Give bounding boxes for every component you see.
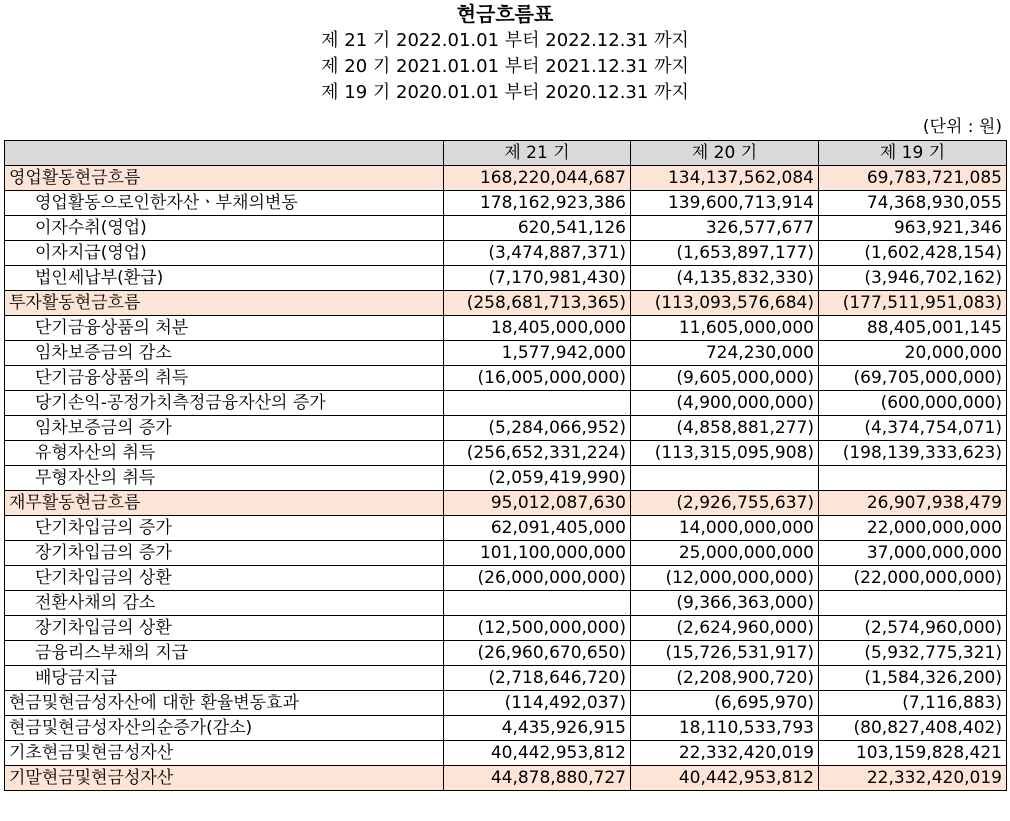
value-20: (9,605,000,000) (631, 366, 819, 391)
value-21: (114,492,037) (444, 691, 631, 716)
row-label: 임차보증금의 감소 (5, 341, 444, 366)
cash-flow-table (4, 140, 1007, 791)
table-row (5, 416, 1007, 441)
row-label: 당기손익-공정가치측정금융자산의 증가 (5, 391, 444, 416)
row-label: 단기차입금의 상환 (5, 566, 444, 591)
value-21: (26,960,670,650) (444, 641, 631, 666)
row-label: 기초현금및현금성자산 (5, 741, 444, 766)
row-label: 임차보증금의 증가 (5, 416, 444, 441)
table-row (5, 491, 1007, 516)
period-line-20: 제 20 기 2021.01.01 부터 2021.12.31 까지 (321, 56, 689, 77)
value-20: 11,605,000,000 (631, 316, 819, 341)
row-label: 재무활동현금흐름 (5, 491, 444, 516)
value-21: 178,162,923,386 (444, 191, 631, 216)
row-label: 유형자산의 취득 (5, 441, 444, 466)
value-20 (631, 466, 819, 491)
value-21: (12,500,000,000) (444, 616, 631, 641)
value-21: (256,652,331,224) (444, 441, 631, 466)
value-21 (444, 391, 631, 416)
value-21: 44,878,880,727 (444, 766, 631, 791)
table-row (5, 341, 1007, 366)
column-header-21: 제 21 기 (444, 141, 631, 166)
value-19: 26,907,938,479 (819, 491, 1007, 516)
value-20: 134,137,562,084 (631, 166, 819, 191)
value-21: (258,681,713,365) (444, 291, 631, 316)
table-row (5, 591, 1007, 616)
value-19: 22,332,420,019 (819, 766, 1007, 791)
row-label: 장기차입금의 증가 (5, 541, 444, 566)
value-21: (7,170,981,430) (444, 266, 631, 291)
row-label: 전환사채의 감소 (5, 591, 444, 616)
row-label: 이자수취(영업) (5, 216, 444, 241)
table-row (5, 266, 1007, 291)
row-label: 이자지급(영업) (5, 241, 444, 266)
table-row (5, 541, 1007, 566)
value-20: 18,110,533,793 (631, 716, 819, 741)
value-20: 14,000,000,000 (631, 516, 819, 541)
value-19: 88,405,001,145 (819, 316, 1007, 341)
row-label: 현금및현금성자산의순증가(감소) (5, 716, 444, 741)
value-21: (16,005,000,000) (444, 366, 631, 391)
row-label: 배당금지급 (5, 666, 444, 691)
row-label: 단기금융상품의 취득 (5, 366, 444, 391)
table-row (5, 366, 1007, 391)
value-19: 69,783,721,085 (819, 166, 1007, 191)
value-19: (177,511,951,083) (819, 291, 1007, 316)
row-label: 금융리스부채의 지급 (5, 641, 444, 666)
value-21: 40,442,953,812 (444, 741, 631, 766)
row-label: 투자활동현금흐름 (5, 291, 444, 316)
value-21: (2,059,419,990) (444, 466, 631, 491)
value-19: (22,000,000,000) (819, 566, 1007, 591)
table-row (5, 166, 1007, 191)
table-row (5, 666, 1007, 691)
value-21: 168,220,044,687 (444, 166, 631, 191)
table-row (5, 316, 1007, 341)
value-20: 25,000,000,000 (631, 541, 819, 566)
row-label: 법인세납부(환급) (5, 266, 444, 291)
row-label: 무형자산의 취득 (5, 466, 444, 491)
value-19: (1,584,326,200) (819, 666, 1007, 691)
value-19: (600,000,000) (819, 391, 1007, 416)
column-header-20: 제 20 기 (631, 141, 819, 166)
row-label: 영업활동으로인한자산ㆍ부채의변동 (5, 191, 444, 216)
row-label: 현금및현금성자산에 대한 환율변동효과 (5, 691, 444, 716)
period-line-21: 제 21 기 2022.01.01 부터 2022.12.31 까지 (321, 30, 689, 51)
table-row (5, 241, 1007, 266)
table-row (5, 441, 1007, 466)
value-21: (2,718,646,720) (444, 666, 631, 691)
value-20: (4,858,881,277) (631, 416, 819, 441)
table-row (5, 766, 1007, 791)
column-header-label (5, 141, 444, 166)
value-20: (6,695,970) (631, 691, 819, 716)
value-21: (26,000,000,000) (444, 566, 631, 591)
table-row (5, 516, 1007, 541)
value-21: 62,091,405,000 (444, 516, 631, 541)
column-header-19: 제 19 기 (819, 141, 1007, 166)
row-label: 기말현금및현금성자산 (5, 766, 444, 791)
value-19: (198,139,333,623) (819, 441, 1007, 466)
value-20: (2,208,900,720) (631, 666, 819, 691)
table-row (5, 741, 1007, 766)
value-19: 37,000,000,000 (819, 541, 1007, 566)
value-19: (7,116,883) (819, 691, 1007, 716)
value-21: 4,435,926,915 (444, 716, 631, 741)
value-19: (4,374,754,071) (819, 416, 1007, 441)
value-20: 22,332,420,019 (631, 741, 819, 766)
value-19 (819, 591, 1007, 616)
value-19: (80,827,408,402) (819, 716, 1007, 741)
value-19: (5,932,775,321) (819, 641, 1007, 666)
table-row (5, 466, 1007, 491)
value-19: (2,574,960,000) (819, 616, 1007, 641)
table-row (5, 641, 1007, 666)
value-19: (3,946,702,162) (819, 266, 1007, 291)
row-label: 단기금융상품의 처분 (5, 316, 444, 341)
value-19: 103,159,828,421 (819, 741, 1007, 766)
value-19: 20,000,000 (819, 341, 1007, 366)
value-21: 620,541,126 (444, 216, 631, 241)
row-label: 단기차입금의 증가 (5, 516, 444, 541)
page-title: 현금흐름표 (456, 2, 554, 26)
value-21: (5,284,066,952) (444, 416, 631, 441)
value-21: 1,577,942,000 (444, 341, 631, 366)
value-20: 326,577,677 (631, 216, 819, 241)
value-20: (4,135,832,330) (631, 266, 819, 291)
value-20: (2,624,960,000) (631, 616, 819, 641)
value-20: 724,230,000 (631, 341, 819, 366)
table-row (5, 216, 1007, 241)
value-21: 101,100,000,000 (444, 541, 631, 566)
value-20: (1,653,897,177) (631, 241, 819, 266)
table-header-row (5, 141, 1007, 166)
value-19 (819, 466, 1007, 491)
unit-label: (단위 : 원) (922, 117, 1002, 137)
row-label: 장기차입금의 상환 (5, 616, 444, 641)
table-row (5, 291, 1007, 316)
value-19: 963,921,346 (819, 216, 1007, 241)
value-20: 40,442,953,812 (631, 766, 819, 791)
statement-header (0, 0, 1010, 106)
value-19: (69,705,000,000) (819, 366, 1007, 391)
value-20: (12,000,000,000) (631, 566, 819, 591)
value-19: 74,368,930,055 (819, 191, 1007, 216)
value-20: 139,600,713,914 (631, 191, 819, 216)
table-row (5, 691, 1007, 716)
value-20: (4,900,000,000) (631, 391, 819, 416)
table-row (5, 191, 1007, 216)
table-row (5, 716, 1007, 741)
value-20: (113,093,576,684) (631, 291, 819, 316)
table-row (5, 391, 1007, 416)
table-row (5, 616, 1007, 641)
value-19: (1,602,428,154) (819, 241, 1007, 266)
value-20: (113,315,095,908) (631, 441, 819, 466)
value-20: (9,366,363,000) (631, 591, 819, 616)
row-label: 영업활동현금흐름 (5, 166, 444, 191)
value-21: 95,012,087,630 (444, 491, 631, 516)
period-line-19: 제 19 기 2020.01.01 부터 2020.12.31 까지 (321, 82, 689, 103)
value-19: 22,000,000,000 (819, 516, 1007, 541)
value-21: 18,405,000,000 (444, 316, 631, 341)
value-20: (2,926,755,637) (631, 491, 819, 516)
value-20: (15,726,531,917) (631, 641, 819, 666)
value-21 (444, 591, 631, 616)
table-row (5, 566, 1007, 591)
value-21: (3,474,887,371) (444, 241, 631, 266)
